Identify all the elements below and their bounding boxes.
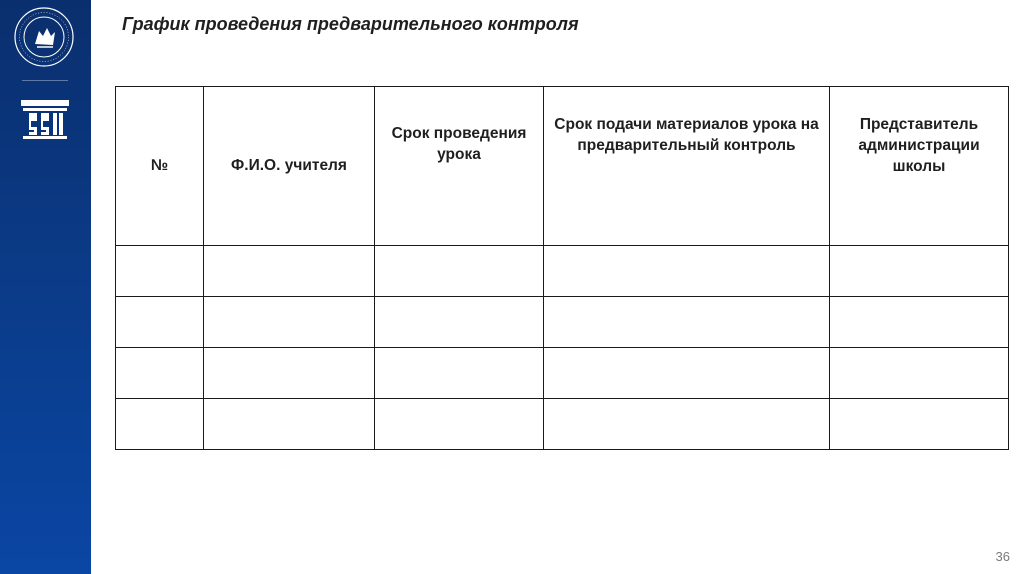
table-cell xyxy=(830,348,1009,399)
table-cell xyxy=(375,348,544,399)
page-number: 36 xyxy=(995,549,1010,564)
header-lesson-date: Срок проведения урока xyxy=(375,87,544,246)
table-cell xyxy=(204,399,375,450)
slide-title: График проведения предварительного контроля xyxy=(122,14,579,34)
column-logo-icon xyxy=(19,98,71,140)
sidebar-divider xyxy=(22,80,68,81)
table-cell xyxy=(830,297,1009,348)
header-administration-rep: Представитель администрации школы xyxy=(830,87,1009,246)
table-cell xyxy=(116,399,204,450)
table-cell xyxy=(375,297,544,348)
table-header-row xyxy=(116,87,1009,246)
table-cell xyxy=(116,246,204,297)
header-teacher-name: Ф.И.О. учителя xyxy=(204,87,375,246)
table-row xyxy=(116,297,1009,348)
table-cell xyxy=(544,348,830,399)
university-emblem-icon xyxy=(13,6,75,68)
table-cell xyxy=(544,297,830,348)
table-cell xyxy=(544,399,830,450)
table-row xyxy=(116,399,1009,450)
table-cell xyxy=(116,348,204,399)
table-cell xyxy=(544,246,830,297)
table-row xyxy=(116,348,1009,399)
table-cell xyxy=(204,297,375,348)
header-number: № xyxy=(116,87,204,246)
table-cell xyxy=(830,246,1009,297)
table-cell xyxy=(204,246,375,297)
table-cell xyxy=(116,297,204,348)
table-cell xyxy=(375,399,544,450)
table-row xyxy=(116,246,1009,297)
table-cell xyxy=(375,246,544,297)
table-cell xyxy=(830,399,1009,450)
table-cell xyxy=(204,348,375,399)
control-schedule-table xyxy=(115,86,1009,450)
sidebar xyxy=(0,0,91,574)
header-materials-deadline: Срок подачи материалов урока на предварительный контроль xyxy=(544,87,830,246)
